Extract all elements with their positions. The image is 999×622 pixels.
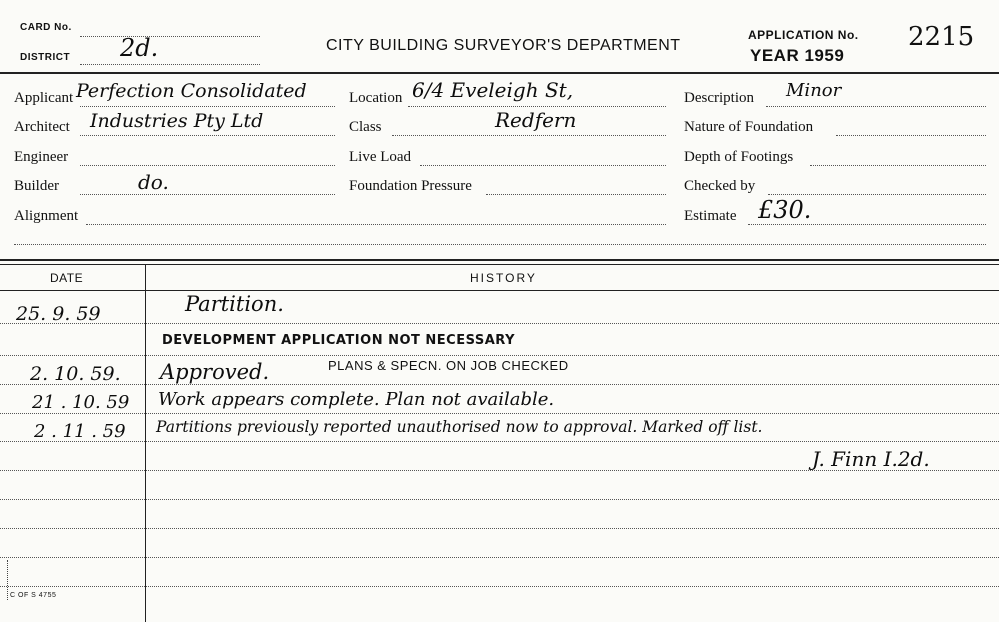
alignment-line xyxy=(86,224,666,225)
location-label: Location xyxy=(349,90,403,106)
estimate-label: Estimate xyxy=(684,208,737,224)
district-value: 2d. xyxy=(120,34,159,62)
description-value: Minor xyxy=(786,80,842,101)
description-line xyxy=(766,106,986,107)
date-column-divider xyxy=(145,264,146,622)
history-row-line-5 xyxy=(0,441,999,442)
year-label: YEAR 1959 xyxy=(750,46,845,65)
history-row-line-10 xyxy=(0,586,999,587)
class-line xyxy=(392,135,666,136)
fields-extra-line xyxy=(14,244,986,245)
live-load-label: Live Load xyxy=(349,149,412,165)
applicant-label: Applicant xyxy=(14,90,74,106)
checked-by-line xyxy=(768,194,986,195)
history-row-3-date: 2. 10. 59. xyxy=(30,363,121,385)
history-row-line-9 xyxy=(0,557,999,558)
nature-of-foundation-line xyxy=(836,135,986,136)
builder-value: do. xyxy=(138,170,169,194)
class-label: Class xyxy=(349,119,382,135)
builder-label: Builder xyxy=(14,178,59,194)
checked-by-label: Checked by xyxy=(684,178,756,194)
history-row-1-date: 25. 9. 59 xyxy=(16,303,101,325)
architect-label: Architect xyxy=(14,119,70,135)
foundation-pressure-label: Foundation Pressure xyxy=(349,178,472,194)
history-row-5-text: Partitions previously reported unauthorised now to approval. Marked off list. xyxy=(156,418,763,436)
history-row-4-text: Work appears complete. Plan not available. xyxy=(158,389,555,410)
engineer-label: Engineer xyxy=(14,149,69,165)
estimate-value: £30. xyxy=(758,196,812,224)
history-row-line-7 xyxy=(0,499,999,500)
date-column-header: DATE xyxy=(50,271,84,285)
depth-of-footings-line xyxy=(810,165,986,166)
builder-line xyxy=(80,194,335,195)
application-number: 2215 xyxy=(908,22,975,52)
district-line xyxy=(80,64,260,65)
history-row-3-stamp: PLANS & SPECN. ON JOB CHECKED xyxy=(328,358,569,373)
history-row-3-text: Approved. xyxy=(160,360,270,384)
engineer-line xyxy=(80,165,335,166)
architect-value: Industries Pty Ltd xyxy=(90,110,264,132)
history-header-rule xyxy=(0,290,999,291)
location-line xyxy=(408,106,666,107)
history-row-5-date: 2 . 11 . 59 xyxy=(34,421,126,442)
department-title: CITY BUILDING SURVEYOR'S DEPARTMENT xyxy=(326,37,681,54)
history-row-line-3 xyxy=(0,384,999,385)
inspector-signature: J. Finn I.2d. xyxy=(812,447,930,471)
applicant-value: Perfection Consolidated xyxy=(76,80,307,102)
estimate-line xyxy=(748,224,986,225)
edge-mark xyxy=(7,560,8,600)
card-no-line xyxy=(80,36,260,37)
history-row-line-8 xyxy=(0,528,999,529)
history-row-line-1 xyxy=(0,323,999,324)
header-rule xyxy=(0,72,999,74)
card-no-label: CARD No. xyxy=(20,22,72,33)
depth-of-footings-label: Depth of Footings xyxy=(684,149,794,165)
history-column-header: HISTORY xyxy=(470,271,537,285)
architect-line xyxy=(80,135,335,136)
location-value: 6/4 Eveleigh St, xyxy=(412,78,574,102)
history-row-4-date: 21 . 10. 59 xyxy=(32,392,130,413)
class-value: Redfern xyxy=(495,108,577,132)
application-label: APPLICATION No. xyxy=(748,28,859,42)
history-row-1-text: Partition. xyxy=(185,292,284,316)
history-top-rule-2 xyxy=(0,264,999,265)
alignment-label: Alignment xyxy=(14,208,79,224)
history-row-line-2 xyxy=(0,355,999,356)
applicant-line xyxy=(80,106,335,107)
history-top-rule xyxy=(0,259,999,261)
nature-of-foundation-label: Nature of Foundation xyxy=(684,119,814,135)
foundation-pressure-line xyxy=(486,194,666,195)
form-code: C OF S 4755 xyxy=(10,592,57,599)
description-label: Description xyxy=(684,90,754,106)
district-label: DISTRICT xyxy=(20,52,71,63)
history-row-line-4 xyxy=(0,413,999,414)
live-load-line xyxy=(420,165,666,166)
history-row-2-stamp: DEVELOPMENT APPLICATION NOT NECESSARY xyxy=(162,333,516,348)
